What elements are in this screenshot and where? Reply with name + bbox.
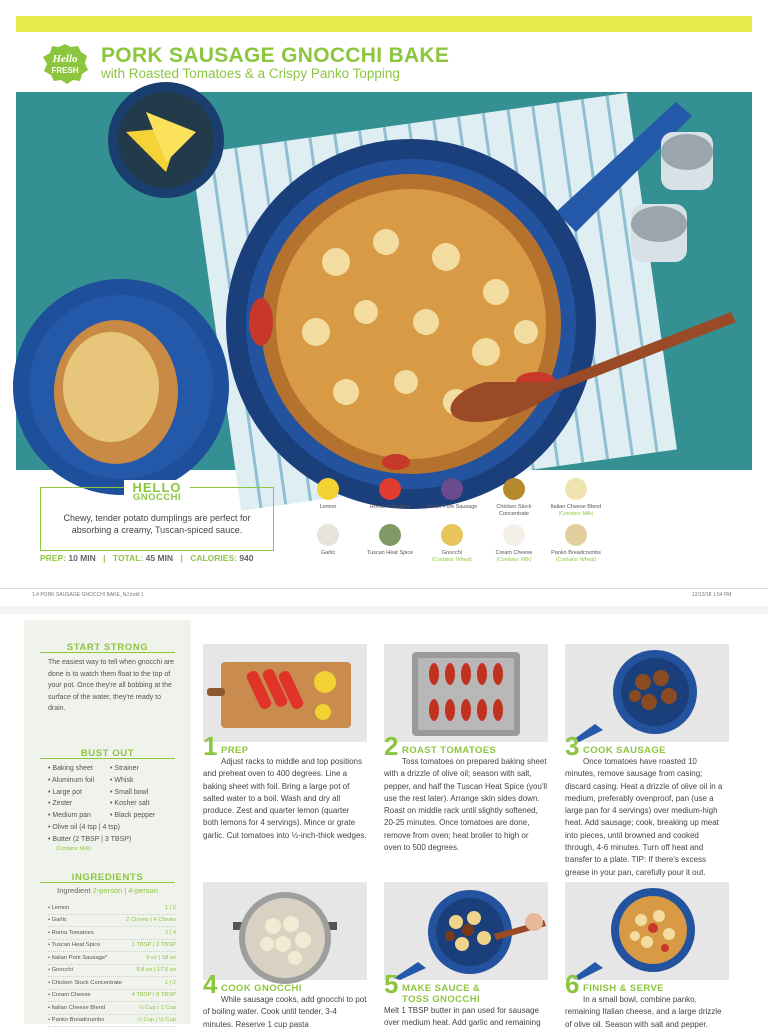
ingredients-header-sizes: 2-person | 4-person: [92, 886, 158, 895]
start-strong-text: The easiest way to tell when gnocchi are done is to watch them float to the top of your pot. Once they're all bobbing at the surface of the water, they're ready to drain.: [48, 659, 175, 712]
ingredient-name: • Lemon: [48, 904, 70, 911]
step-1-body: Adjust racks to middle and top positions and preheat oven to 400 degrees. Line a baking sheet with foil. Bring a large pot of salted water to a boil. Wash and dry all produce. Zest and quarter lemon (quarter both lemons for 4 servings). Mince or grate garlic. Cut tomatoes into ½-inch-thick wedges.: [203, 757, 367, 840]
ingredient-icon-item: [358, 524, 422, 557]
hello-label: HELLO: [124, 480, 189, 495]
ingredient-row: [48, 977, 176, 990]
ingredient-quantity: 2 | 4: [164, 929, 176, 936]
bust-out-item: • Olive oil (4 tsp | 4 tsp): [48, 823, 120, 831]
step-6-number: 6: [565, 969, 580, 999]
ingredient-icon-item: [482, 478, 546, 518]
ingredient-name: • Garlic: [48, 917, 67, 924]
ingredient-quantity: 8.8 oz | 17.6 oz: [136, 967, 176, 974]
hellofresh-logo: [40, 42, 90, 84]
ingredient-icon-item: [482, 524, 546, 563]
ingredient-icon-name: Italian Cheese Blend: [550, 504, 602, 510]
step-2-photo: [384, 644, 548, 742]
ingredient-quantity: 2 Cloves | 4 Cloves: [126, 917, 176, 924]
bust-out-item: • Baking sheet: [48, 765, 93, 772]
ingredient-row: [48, 927, 176, 940]
ingredient-icon-name: Chicken Stock Concentrate: [496, 504, 532, 517]
ingredient-swatch: [317, 478, 339, 500]
ingredient-allergen: (Contains: Wheat): [431, 557, 473, 563]
ingredient-row: [48, 965, 176, 978]
prep-label: PREP:: [40, 553, 66, 563]
calories-label: CALORIES:: [190, 553, 237, 563]
ingredient-name: • Chicken Stock Concentrate: [48, 979, 122, 986]
ingredient-swatch: [503, 478, 525, 500]
recipe-title: PORK SAUSAGE GNOCCHI BAKE: [101, 44, 450, 67]
ingredient-icon-item: [296, 478, 360, 511]
ingredient-quantity: 1 | 2: [164, 979, 176, 986]
ingredient-icon-name: Italian Pork Sausage: [426, 504, 478, 510]
ingredient-icons-grid: [296, 478, 616, 568]
total-value: 45 MIN: [145, 553, 174, 563]
brand-line1: Hello: [52, 53, 78, 65]
total-label: TOTAL:: [112, 553, 144, 563]
hello-description: Chewy, tender potato dumplings are perfect for absorbing a creamy, Tuscan-spiced sauce.: [63, 513, 251, 535]
ingredient-swatch: [441, 478, 463, 500]
bust-out-row: [48, 775, 188, 787]
step-1-photo: [203, 644, 367, 742]
step-5-number: 5: [384, 969, 399, 999]
ingredients-header: [24, 886, 191, 895]
ingredient-swatch: [379, 478, 401, 500]
ingredient-icon-item: [420, 478, 484, 511]
ingredients-title: INGREDIENTS: [71, 872, 144, 883]
ingredient-row: [48, 940, 176, 953]
file-slug-right: 12/13/18 1:54 PM: [692, 592, 732, 598]
hero-photo: [16, 92, 752, 470]
recipe-subtitle: with Roasted Tomatoes & a Crispy Panko Topping: [101, 66, 400, 81]
step-4-body: While sausage cooks, add gnocchi to pot of boiling water. Cook until tender, 3-4 minutes. Reserve 1 cup pasta: [203, 995, 367, 1029]
ingredient-icon-item: [420, 524, 484, 563]
bust-out-item: • Kosher salt: [110, 800, 150, 808]
ingredient-icon-name: Garlic: [320, 550, 336, 556]
step-5-photo: [384, 882, 548, 980]
bust-out-item: • Aluminum foil: [48, 776, 95, 784]
calories-value: 940: [239, 553, 254, 563]
page-break: [0, 606, 768, 614]
ingredient-swatch: [441, 524, 463, 546]
butter-allergen: (Contains: Milk): [56, 845, 91, 852]
ingredient-swatch: [317, 524, 339, 546]
ingredient-allergen: (Contains: Milk): [496, 557, 532, 563]
ingredient-icon-item: [358, 478, 422, 511]
ingredient-icon-item: [544, 478, 608, 517]
recipe-stats: PREP: 10 MIN | TOTAL: 45 MIN | CALORIES: 940: [40, 553, 254, 563]
step-1-title: PREP: [221, 745, 249, 756]
step-2-title: ROAST TOMATOES: [402, 745, 497, 756]
ingredient-row: [48, 952, 176, 965]
step-3-title: COOK SAUSAGE: [583, 745, 666, 756]
ingredient-icon-name: Gnocchi: [441, 550, 463, 556]
step-2-number: 2: [384, 731, 399, 761]
bust-out-item: • Butter (2 TBSP | 3 TBSP): [48, 835, 132, 843]
bust-out-row: [48, 787, 188, 799]
brand-line2: FRESH: [51, 66, 79, 75]
step-4-title: COOK GNOCCHI: [221, 983, 302, 994]
step-3-body: Once tomatoes have roasted 10 minutes, remove sausage from casing; discard casing. Heat a drizzle of olive oil in a medium, preferably ovenproof, pan (use a large pan for 4 servings) over medium-high heat. Add sausage; cook, breaking up meat into pieces, until browned and cooked through, 4-6 minutes. Turn off heat and transfer to a plate. TIP: If there's excess grease in your pan, carefully pour it out.: [565, 757, 723, 877]
ingredient-quantity: ¼ Cup | 1 Cup: [138, 1004, 176, 1011]
bust-out-row: [48, 822, 188, 834]
step-6-body: In a small bowl, combine panko, remaining Italian cheese, and a large drizzle of olive oil. Season with salt and pepper.: [565, 995, 722, 1029]
ingredient-swatch: [379, 524, 401, 546]
step-5-body: Melt 1 TBSP butter in pan used for sausage over medium heat. Add garlic and remaining: [384, 1006, 541, 1028]
bust-out-row: [48, 810, 188, 822]
ingredient-icon-name: Panko Breadcrumbs: [551, 550, 601, 556]
ingredient-quantity: 1 TBSP | 2 TBSP: [131, 942, 176, 949]
step-6-photo: [565, 882, 729, 980]
ingredient-row: [48, 1002, 176, 1015]
step-2-body: Toss tomatoes on prepared baking sheet with a drizzle of olive oil; season with salt, pepper, and half the Tuscan Heat Spice (you'll use the rest later). Arrange skin sides down. Roast on middle rack until slightly softened, 20-25 minutes. Once tomatoes are done, remove from oven; heat broiler to high or oven to 500 degrees.: [384, 757, 547, 853]
ingredient-swatch: [565, 524, 587, 546]
ingredient-quantity: 9 oz | 18 oz: [146, 954, 176, 961]
ingredient-name: • Cream Cheese: [48, 992, 91, 999]
ingredient-quantity: 4 TBSP | 8 TBSP: [131, 992, 176, 999]
ingredients-header-label: Ingredient: [57, 886, 91, 895]
ingredient-name: • Panko Breadcrumbs: [48, 1017, 105, 1024]
ingredient-icon-name: Roma Tomatoes: [370, 504, 410, 510]
step-5-title-line2: TOSS GNOCCHI: [402, 994, 480, 1005]
ingredient-name: • Tuscan Heat Spice: [48, 942, 101, 949]
top-color-bar: [16, 16, 752, 32]
ingredient-row: [48, 1015, 176, 1028]
ingredient-row: [48, 990, 176, 1003]
ingredient-icon-name: Cream Cheese: [495, 550, 533, 556]
crop-line: [0, 588, 768, 589]
ingredient-name: • Italian Cheese Blend: [48, 1004, 106, 1011]
hello-ingredient-name: GNOCCHI: [132, 492, 182, 503]
step-4-number: 4: [203, 969, 218, 999]
bust-out-item: • Medium pan: [48, 812, 91, 820]
step-6-title: FINISH & SERVE: [583, 983, 664, 994]
bust-out-item: • Whisk: [110, 776, 134, 784]
bust-out-row: [48, 834, 188, 846]
start-strong-title: START STRONG: [66, 642, 149, 653]
bust-out-item: • Small bowl: [110, 788, 149, 796]
step-4-photo: [203, 882, 367, 980]
step-1-number: 1: [203, 731, 218, 761]
ingredient-row: [48, 902, 176, 915]
recipe-sidebar: [24, 620, 191, 1024]
step-3-photo: [565, 644, 729, 742]
ingredient-allergen: (Contains: Wheat): [555, 557, 597, 563]
ingredients-table: [48, 902, 176, 1027]
bust-out-item: • Large pot: [48, 788, 82, 796]
ingredient-quantity: 1 | 2: [164, 904, 176, 911]
step-5-title: MAKE SAUCE &: [402, 983, 481, 994]
ingredient-icon-item: [296, 524, 360, 557]
ingredient-icon-name: Lemon: [319, 504, 337, 510]
ingredient-swatch: [503, 524, 525, 546]
bust-out-row: [48, 798, 188, 810]
step-3-number: 3: [565, 731, 580, 761]
ingredient-allergen: (Contains: Milk): [558, 511, 594, 517]
file-slug-left: 1.4 PORK SAUSAGE GNOCCHI BAKE_NJ.indd 1: [32, 592, 144, 598]
bust-out-item: • Strainer: [110, 765, 139, 772]
ingredient-row: [48, 915, 176, 928]
ingredient-name: • Italian Pork Sausage*: [48, 954, 108, 961]
ingredient-icon-item: [544, 524, 608, 563]
bust-out-item: • Black pepper: [110, 812, 156, 820]
ingredient-swatch: [565, 478, 587, 500]
prep-value: 10 MIN: [68, 553, 96, 563]
bust-out-row: [48, 763, 188, 775]
ingredient-name: • Gnocchi: [48, 967, 73, 974]
bust-out-list: [48, 763, 188, 853]
bust-out-title: BUST OUT: [80, 748, 135, 759]
ingredient-quantity: ½ Cup | ½ Cup: [137, 1017, 176, 1024]
bust-out-item: • Zester: [48, 800, 73, 808]
ingredient-name: • Roma Tomatoes: [48, 929, 94, 936]
ingredient-icon-name: Tuscan Heat Spice: [366, 550, 414, 556]
